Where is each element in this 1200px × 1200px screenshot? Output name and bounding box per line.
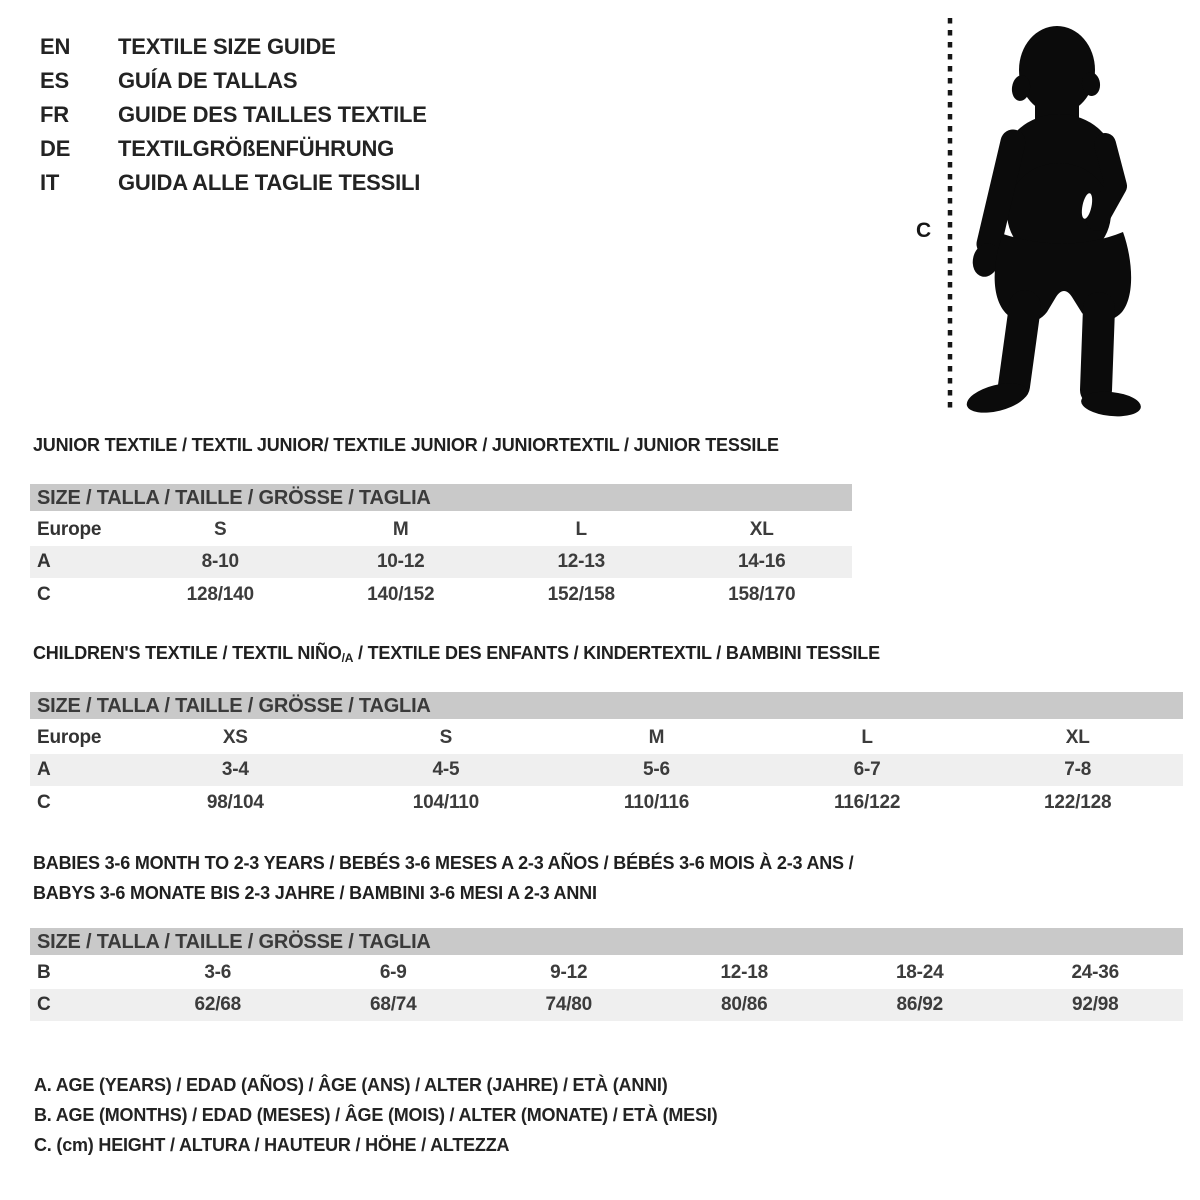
- age-cell: 3-4: [221, 759, 249, 780]
- table-row-height: [30, 989, 1183, 1021]
- babies-heading-line2: BABYS 3-6 MONATE BIS 2-3 JAHRE / BAMBINI 3-6 MESI A 2-3 ANNI: [33, 883, 597, 903]
- height-cell: 92/98: [1071, 994, 1119, 1015]
- row-label: Europe: [37, 519, 102, 540]
- lang-code: IT: [40, 170, 60, 195]
- table-row-europe: [30, 721, 1183, 754]
- lang-code: DE: [40, 136, 71, 161]
- height-cell: 104/110: [412, 792, 479, 813]
- junior-size-table: [30, 484, 852, 611]
- lang-row-it: [40, 166, 427, 200]
- table-row-europe: [30, 513, 852, 546]
- age-cell: 7-8: [1064, 759, 1092, 780]
- height-cell: 158/170: [728, 584, 796, 605]
- lang-title: GUIDE DES TAILLES TEXTILE: [118, 102, 427, 127]
- row-label: C: [37, 994, 51, 1015]
- age-cell: 4-5: [432, 759, 460, 780]
- age-cell: 14-16: [737, 551, 786, 572]
- height-cell: 110/116: [623, 792, 690, 813]
- lang-title: GUIDA ALLE TAGLIE TESSILI: [118, 170, 421, 195]
- size-cell: M: [648, 727, 665, 748]
- babies-section-heading: [33, 848, 853, 908]
- size-header-bar: SIZE / TALLA / TAILLE / GRÖSSE / TAGLIA: [30, 484, 852, 513]
- lang-title: TEXTILE SIZE GUIDE: [118, 34, 336, 59]
- babies-size-table: [30, 928, 1183, 1021]
- legend-line-c: C. (cm) HEIGHT / ALTURA / HAUTEUR / HÖHE / ALTEZZA: [34, 1135, 510, 1155]
- lang-row-fr: [40, 98, 427, 132]
- legend-line-b: B. AGE (MONTHS) / EDAD (MESES) / ÂGE (MOIS) / ALTER (MONATE) / ETÀ (MESI): [34, 1105, 718, 1125]
- language-title-list: [40, 30, 427, 200]
- height-cell: 86/92: [896, 994, 944, 1015]
- table-row-age: [30, 754, 1183, 786]
- row-label: C: [37, 584, 51, 605]
- height-cell: 152/158: [547, 584, 615, 605]
- children-heading-pre: CHILDREN'S TEXTILE / TEXTIL NIÑO: [33, 643, 342, 663]
- age-cell: 6-7: [853, 759, 881, 780]
- row-label: C: [37, 792, 51, 813]
- size-cell: L: [575, 519, 587, 540]
- row-label: A: [37, 551, 51, 572]
- height-measure-label: C: [916, 219, 931, 242]
- children-section-heading: [33, 642, 880, 666]
- lang-row-en: [40, 30, 427, 64]
- size-cell: S: [214, 519, 227, 540]
- table-row-height: [30, 578, 852, 611]
- toddler-silhouette: [935, 8, 1165, 418]
- lang-code: ES: [40, 68, 69, 93]
- babies-heading-line1: BABIES 3-6 MONTH TO 2-3 YEARS / BEBÉS 3-6 MESES A 2-3 AÑOS / BÉBÉS 3-6 MOIS À 2-3 ANS /: [33, 853, 854, 873]
- age-cell: 5-6: [643, 759, 670, 780]
- height-cell: 98/104: [206, 792, 264, 813]
- lang-code: EN: [40, 34, 71, 59]
- legend: [34, 1070, 717, 1160]
- legend-line-a: A. AGE (YEARS) / EDAD (AÑOS) / ÂGE (ANS) / ALTER (JAHRE) / ETÀ (ANNI): [34, 1075, 668, 1095]
- height-cell: 74/80: [545, 994, 593, 1015]
- children-heading-sub: /A: [341, 651, 354, 665]
- lang-title: GUÍA DE TALLAS: [118, 68, 298, 93]
- size-cell: M: [392, 519, 409, 540]
- junior-section-heading: JUNIOR TEXTILE / TEXTIL JUNIOR/ TEXTILE JUNIOR / JUNIORTEXTIL / JUNIOR TESSILE: [33, 435, 779, 455]
- height-cell: 68/74: [369, 994, 417, 1015]
- months-cell: 3-6: [204, 962, 232, 983]
- months-cell: 9-12: [550, 962, 588, 983]
- children-size-table: [30, 692, 1183, 819]
- lang-row-de: [40, 132, 427, 166]
- size-cell: L: [861, 727, 873, 748]
- size-header-bar: SIZE / TALLA / TAILLE / GRÖSSE / TAGLIA: [30, 928, 1183, 957]
- age-cell: 8-10: [201, 551, 239, 572]
- months-cell: 24-36: [1071, 962, 1120, 983]
- age-cell: 12-13: [557, 551, 606, 572]
- height-cell: 128/140: [186, 584, 254, 605]
- height-cell: 62/68: [194, 994, 242, 1015]
- lang-row-es: [40, 64, 427, 98]
- row-label: Europe: [37, 727, 102, 748]
- size-cell: XL: [749, 519, 774, 540]
- children-heading-post: / TEXTILE DES ENFANTS / KINDERTEXTIL / BAMBINI TESSILE: [353, 643, 880, 663]
- size-header-bar: SIZE / TALLA / TAILLE / GRÖSSE / TAGLIA: [30, 692, 1183, 721]
- height-cell: 122/128: [1044, 792, 1112, 813]
- months-cell: 6-9: [379, 962, 407, 983]
- months-cell: 12-18: [720, 962, 769, 983]
- table-row-age: [30, 546, 852, 578]
- height-cell: 116/122: [833, 792, 901, 813]
- months-cell: 18-24: [895, 962, 944, 983]
- height-cell: 80/86: [720, 994, 768, 1015]
- lang-title: TEXTILGRÖßENFÜHRUNG: [118, 136, 395, 161]
- table-row-height: [30, 786, 1183, 819]
- size-cell: XL: [1065, 727, 1090, 748]
- row-label: A: [37, 759, 51, 780]
- table-row-months: [30, 957, 1183, 989]
- lang-code: FR: [40, 102, 69, 127]
- age-cell: 10-12: [376, 551, 425, 572]
- size-cell: S: [439, 727, 453, 748]
- height-cell: 140/152: [367, 584, 435, 605]
- row-label: B: [37, 962, 51, 983]
- size-cell: XS: [222, 727, 248, 748]
